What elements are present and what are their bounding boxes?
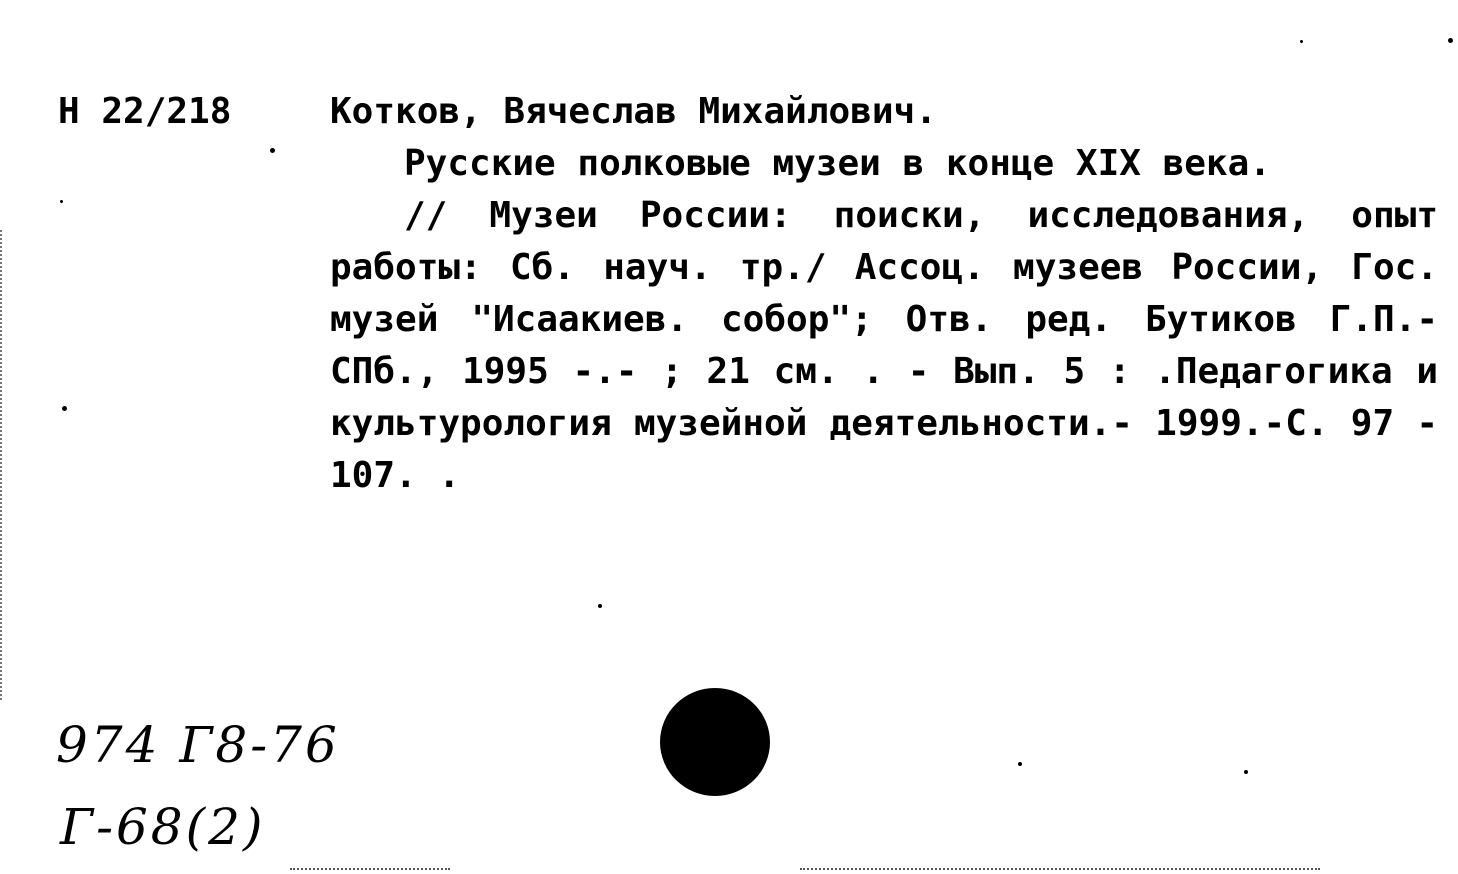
article-title: Русские полковые музеи в конце XIX века. xyxy=(404,143,1271,184)
speck xyxy=(1244,770,1248,774)
left-edge-dots xyxy=(0,230,2,700)
bibliographic-entry xyxy=(330,86,1438,502)
speck xyxy=(598,604,602,608)
punched-hole xyxy=(660,688,770,796)
speck xyxy=(60,200,63,203)
source-description: // Музеи России: поиски, исследования, опыт работы: Сб. науч. тр./ Ассоц. музеев России, Гос. музей "Исаакиев. собор"; Отв. ред. Бутиков Г.П.- СПб., 1995 -.- ; 21 см. . - Вып. 5 : .Педагогика и культурология музейной деятельности.- 1999.-С. 97 - 107. . xyxy=(330,195,1438,496)
speck xyxy=(1018,762,1022,766)
speck xyxy=(62,406,67,411)
speck xyxy=(270,148,275,153)
shelfmark: Н 22/218 xyxy=(58,91,232,132)
author-name: Котков, Вячеслав Михайлович. xyxy=(330,91,937,132)
handwritten-call-number: 974 Г8-76 xyxy=(56,716,340,774)
handwritten-code: Г-68(2) xyxy=(60,798,266,856)
bottom-edge-line xyxy=(290,868,450,870)
bottom-edge-line xyxy=(800,868,1320,870)
speck xyxy=(1300,40,1303,43)
speck xyxy=(1448,38,1453,43)
